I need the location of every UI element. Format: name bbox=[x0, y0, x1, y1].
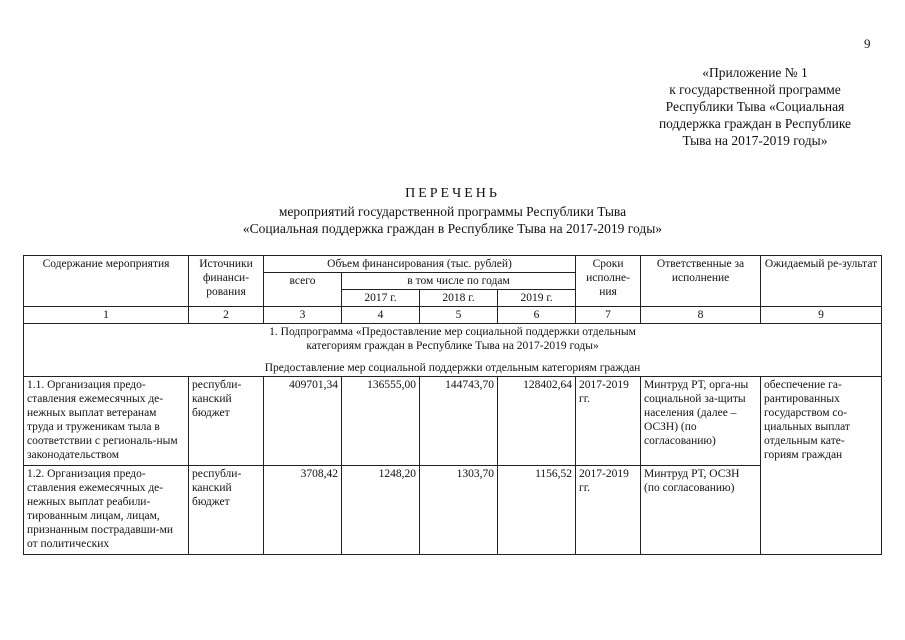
header-2017: 2017 г. bbox=[342, 290, 420, 307]
header-sources: Источники финанси-рования bbox=[189, 256, 264, 307]
header-row bbox=[24, 256, 882, 273]
cell-source: республи-канский бюджет bbox=[189, 466, 264, 555]
cell-2019: 1156,52 bbox=[498, 466, 576, 555]
column-number: 9 bbox=[761, 307, 882, 324]
page-number: 9 bbox=[864, 36, 871, 51]
appendix-note bbox=[620, 64, 890, 149]
header-2019: 2019 г. bbox=[498, 290, 576, 307]
cell-terms: 2017-2019 гг. bbox=[576, 377, 641, 466]
cell-2018: 1303,70 bbox=[420, 466, 498, 555]
cell-responsible: Минтруд РТ, ОСЗН (по согласованию) bbox=[641, 466, 761, 555]
document-title bbox=[0, 185, 905, 237]
cell-total: 3708,42 bbox=[264, 466, 342, 555]
header-content: Содержание мероприятия bbox=[24, 256, 189, 307]
column-number: 1 bbox=[24, 307, 189, 324]
cell-2017: 1248,20 bbox=[342, 466, 420, 555]
title-line: мероприятий государственной программы Республики Тыва bbox=[278, 204, 627, 219]
section-title-line: категориям граждан в Республике Тыва на 2017-2019 годы» bbox=[306, 340, 599, 352]
column-number: 8 bbox=[641, 307, 761, 324]
section-subtitle: Предоставление мер социальной поддержки отдельным категориям граждан bbox=[264, 362, 641, 374]
column-number: 7 bbox=[576, 307, 641, 324]
header-2018: 2018 г. bbox=[420, 290, 498, 307]
cell-source: республи-канский бюджет bbox=[189, 377, 264, 466]
cell-total: 409701,34 bbox=[264, 377, 342, 466]
cell-responsible: Минтруд РТ, орга-ны социальной за-щиты населения (далее – ОСЗН) (по согласованию) bbox=[641, 377, 761, 466]
header-terms: Сроки исполне-ния bbox=[576, 256, 641, 307]
appendix-line: поддержка граждан в Республике bbox=[658, 116, 852, 131]
column-number-row bbox=[24, 307, 882, 324]
section-row bbox=[24, 324, 882, 377]
header-volume: Объем финансирования (тыс. рублей) bbox=[264, 256, 576, 273]
cell-terms: 2017-2019 гг. bbox=[576, 466, 641, 555]
cell-content: 1.2. Организация предо-ставления ежемесячных де-нежных выплат реабили-тированным лицам, лицам, признанным пострадавши-ми от политических bbox=[24, 466, 189, 555]
cell-result: обеспечение га-рантированных государством со-циальных выплат отдельным кате-гориям граждан bbox=[761, 377, 882, 555]
column-number: 4 bbox=[342, 307, 420, 324]
appendix-line: «Приложение № 1 bbox=[702, 65, 808, 80]
cell-2018: 144743,70 bbox=[420, 377, 498, 466]
appendix-line: Тыва на 2017-2019 годы» bbox=[682, 133, 828, 148]
header-total: всего bbox=[264, 273, 342, 307]
appendix-line: к государственной программе bbox=[669, 82, 841, 97]
title-main: ПЕРЕЧЕНЬ bbox=[405, 186, 500, 201]
column-number: 5 bbox=[420, 307, 498, 324]
cell-2019: 128402,64 bbox=[498, 377, 576, 466]
header-by-years: в том числе по годам bbox=[342, 273, 576, 290]
cell-2017: 136555,00 bbox=[342, 377, 420, 466]
column-number: 2 bbox=[189, 307, 264, 324]
section-title-line: 1. Подпрограмма «Предоставление мер социальной поддержки отдельным bbox=[269, 326, 636, 338]
appendix-line: Республики Тыва «Социальная bbox=[665, 99, 845, 114]
section-heading bbox=[24, 324, 882, 377]
title-line: «Социальная поддержка граждан в Республике Тыва на 2017-2019 годы» bbox=[242, 221, 663, 236]
header-result: Ожидаемый ре-зультат bbox=[761, 256, 882, 307]
column-number: 6 bbox=[498, 307, 576, 324]
column-number: 3 bbox=[264, 307, 342, 324]
cell-content: 1.1. Организация предо-ставления ежемесячных де-нежных выплат ветеранам труда и труженикам тыла в соответствии с региональ-ным законодательством bbox=[24, 377, 189, 466]
table-row bbox=[24, 377, 882, 466]
header-responsible: Ответственные за исполнение bbox=[641, 256, 761, 307]
table-row bbox=[24, 466, 882, 555]
measures-table bbox=[23, 255, 882, 555]
